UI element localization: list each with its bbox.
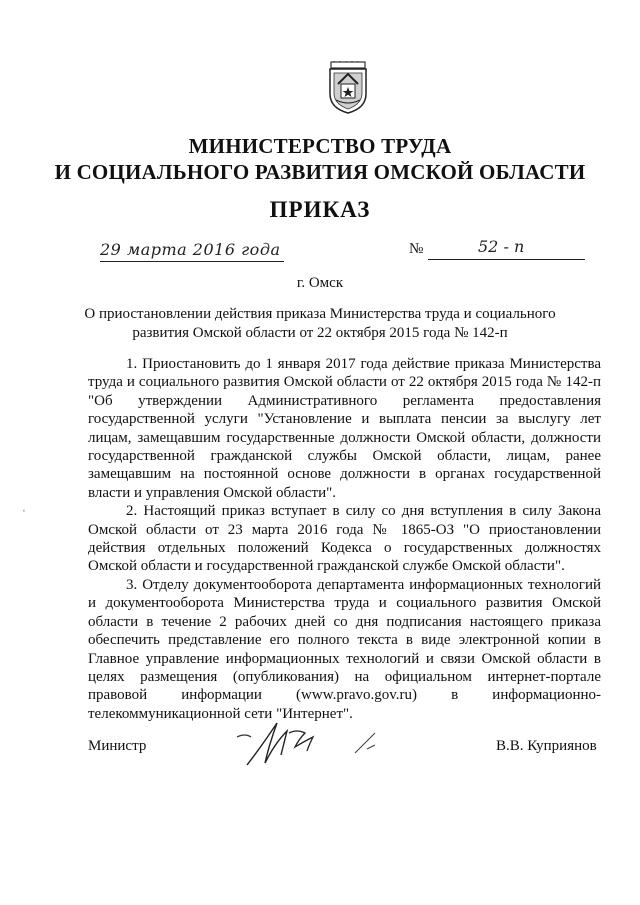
paragraph-1: 1. Приостановить до 1 января 2017 года действие приказа Министерства труда и социального развития Омской области от 22 октября 2015 года № 142-п "Об утверждении Административного регламента предоставления государственной услуги "Установление и выплата пенсии за выслугу лет лицам, замещавшим государственные должности Омской области, должности государственной гражданской службы Омской области, лицам, ранее замещавшим на постоянной основе должности в органах государственной власти и управления Омской области".	[88, 356, 601, 501]
paragraph-2: 2. Настоящий приказ вступает в силу со дня вступления в силу Закона Омской области от 23 марта 2016 года № 1865-ОЗ "О приостановлении действия отдельных положений Кодекса о государственных должностях Омской области и государственной гражданской службе Омской области".	[88, 503, 601, 575]
ministry-name-line1: МИНИСТЕРСТВО ТРУДА	[188, 134, 452, 158]
order-date: 29 марта 2016 года	[100, 240, 281, 259]
order-number: 52 - п	[478, 237, 525, 256]
coat-of-arms-emblem	[328, 60, 368, 114]
order-body	[88, 355, 601, 723]
number-underline	[428, 259, 585, 260]
signer-name: В.В. Куприянов	[496, 738, 597, 754]
ministry-name-line2: И СОЦИАЛЬНОГО РАЗВИТИЯ ОМСКОЙ ОБЛАСТИ	[54, 160, 586, 184]
handwritten-signature	[225, 715, 390, 770]
document-type-title: ПРИКАЗ	[269, 197, 371, 222]
paragraph-3: 3. Отделу документооборота департамента информационных технологий и документооборота Министерства труда и социального развития Омской области в течение 2 рабочих дней со дня подписания настоящего приказа обеспечить представление его полного текста в виде электронной копии в Главное управление информационных технологий и связи Омской области в целях размещения (опубликования) на официальном интернет-портале правовой информации (www.pravo.gov.ru) в информационно-телекоммуникационной сети "Интернет".	[88, 576, 601, 722]
city: г. Омск	[296, 275, 344, 291]
number-label: №	[409, 241, 424, 257]
margin-mark: ʿ	[22, 507, 26, 521]
signer-position: Министр	[88, 738, 147, 754]
date-underline	[100, 261, 284, 262]
order-subject: О приостановлении действия приказа Министерства труда и социального развития Омской области от 22 октября 2015 года № 142-п	[84, 306, 556, 341]
